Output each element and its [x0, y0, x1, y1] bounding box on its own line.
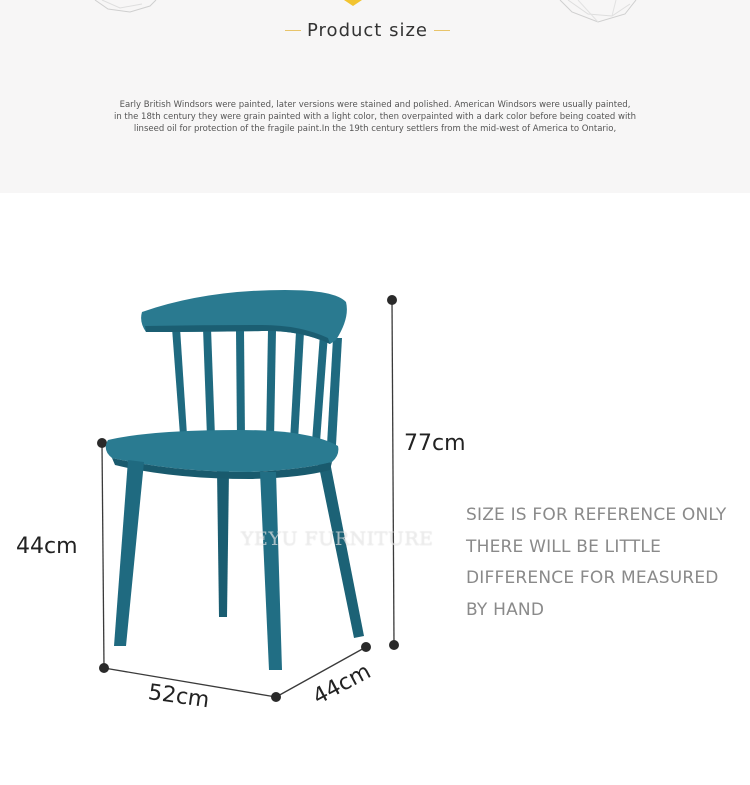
- endpoint-dot: [361, 642, 371, 652]
- width-label: 52cm: [146, 680, 211, 714]
- note-line: THERE WILL BE LITTLE: [466, 536, 662, 557]
- height-dimension-line: [392, 300, 394, 645]
- description-line: Early British Windsors were painted, later versions were stained and polished. American Windsors were usually painted,: [119, 100, 631, 110]
- backrest-spindles: [172, 328, 342, 445]
- note-line: DIFFERENCE FOR MEASURED: [466, 568, 719, 588]
- endpoint-dot: [99, 663, 109, 673]
- dimension-lines: [102, 300, 394, 697]
- endpoint-dot: [271, 692, 281, 702]
- description-line: in the 18th century they were grain painted with a light color, then overpainted with a dark color before being coated with: [113, 112, 637, 122]
- depth-label: 44cm: [309, 659, 376, 711]
- front-left-leg: [114, 460, 144, 646]
- seat-height-dimension-line: [102, 443, 104, 668]
- chair-illustration: [106, 290, 364, 670]
- description-line: linseed oil for protection of the fragile paint.In the 19th century settlers from the mid-west of America to Ontario,: [133, 124, 617, 134]
- note-line: BY HAND: [466, 599, 545, 620]
- height-label: 77cm: [404, 431, 466, 456]
- reference-note: [466, 500, 736, 626]
- endpoint-dot: [389, 640, 399, 650]
- front-right-leg: [260, 472, 282, 670]
- back-left-leg: [217, 470, 229, 617]
- seat-height-label: 44cm: [16, 534, 78, 559]
- dimension-endpoints: [97, 295, 399, 702]
- section-title-text: Product size: [301, 20, 434, 41]
- watermark-text: YEYU FURNITURE: [241, 528, 434, 550]
- back-right-leg: [318, 462, 364, 638]
- note-line: SIZE IS FOR REFERENCE ONLY: [466, 505, 727, 525]
- endpoint-dot: [97, 438, 107, 448]
- endpoint-dot: [387, 295, 397, 305]
